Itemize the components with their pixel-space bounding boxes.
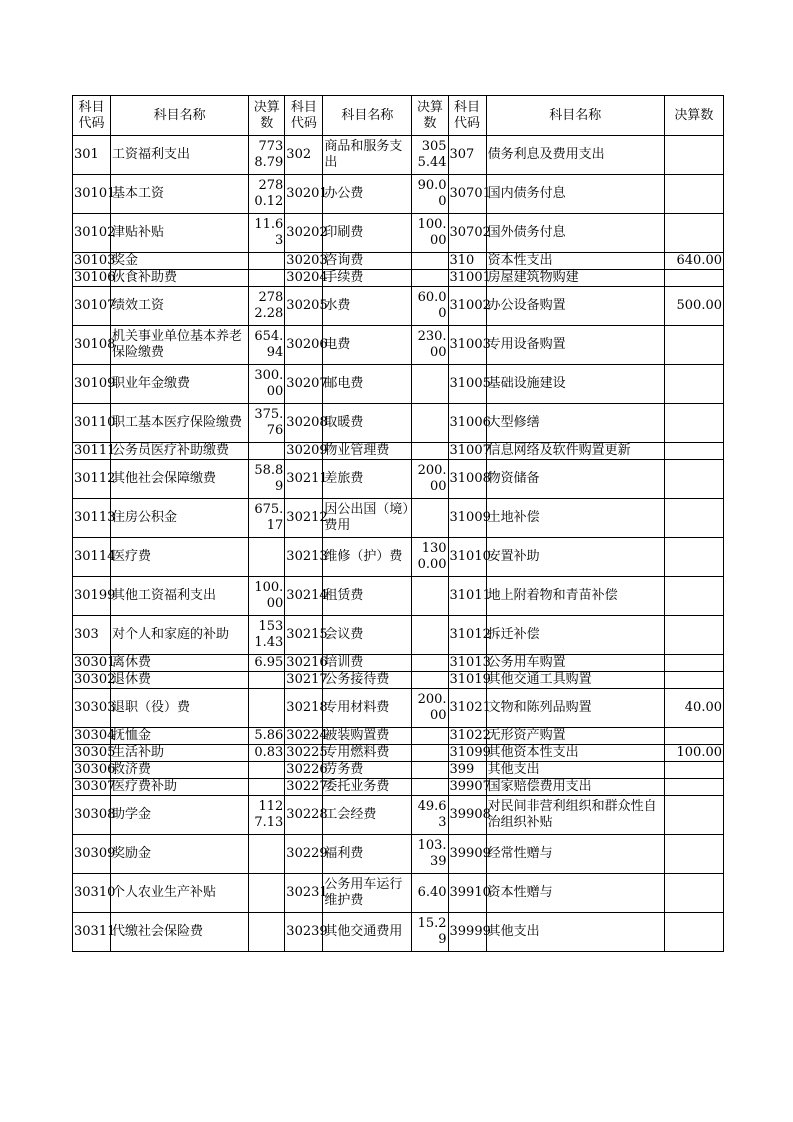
name-cell: 职工基本医疗保险缴费: [111, 404, 249, 443]
code-cell: 30212: [285, 499, 323, 538]
code-cell: 30225: [286, 745, 328, 760]
code-cell: 31005: [448, 365, 486, 404]
name-cell: 离休费: [111, 655, 249, 672]
name-cell: 其他工资福利支出: [111, 577, 249, 616]
name-cell: 电费: [323, 326, 412, 365]
amount-cell: 675.17: [249, 499, 285, 538]
amount-cell: [412, 728, 448, 745]
name-cell: 债务利息及费用支出: [486, 136, 664, 175]
code-cell: 39910: [448, 874, 486, 913]
amount-cell: [664, 404, 723, 443]
amount-cell: [412, 499, 448, 538]
code-cell: 31012: [448, 616, 486, 655]
name-cell: 经常性赠与: [486, 835, 664, 874]
amount-cell: [664, 655, 723, 672]
name-cell: 资本性赠与: [486, 874, 664, 913]
code-cell: 30217: [286, 672, 328, 687]
name-cell: 抚恤金: [111, 728, 249, 745]
name-cell: 房屋建筑物购建: [486, 270, 664, 287]
code-cell: 30303: [73, 689, 111, 728]
code-cell: 30205: [285, 287, 323, 326]
table-row: [73, 779, 724, 796]
amount-cell: [412, 655, 448, 672]
name-cell: 差旅费: [323, 460, 412, 499]
table-row: [73, 443, 724, 460]
code-cell: 31007: [449, 443, 491, 458]
code-cell: 30229: [285, 835, 323, 874]
code-cell: 30204: [286, 270, 328, 285]
code-cell: 30209: [286, 443, 328, 458]
name-cell: 取暖费: [323, 404, 412, 443]
code-cell: 31009: [448, 499, 486, 538]
code-cell: 31008: [448, 460, 486, 499]
amount-cell: 49.63: [412, 796, 448, 835]
table-row: [73, 287, 724, 326]
name-cell: 国外债务付息: [486, 214, 664, 253]
name-cell: 工资福利支出: [111, 136, 249, 175]
amount-cell: [664, 136, 723, 175]
name-cell: 培训费: [323, 655, 412, 672]
code-cell: 30208: [285, 404, 323, 443]
code-cell: 30216: [286, 655, 328, 670]
name-cell: 对民间非营利组织和群众性自治组织补贴: [486, 796, 664, 835]
amount-cell: [664, 616, 723, 655]
amount-cell: [412, 253, 448, 270]
amount-cell: [249, 913, 285, 952]
code-cell: 303: [73, 616, 111, 655]
code-cell: 301: [73, 136, 111, 175]
code-cell: 39909: [448, 835, 486, 874]
amount-cell: [664, 460, 723, 499]
header-amount: 决算数: [249, 96, 285, 136]
name-cell: 租赁费: [323, 577, 412, 616]
name-cell: 对个人和家庭的补助: [111, 616, 249, 655]
code-cell: 30226: [286, 762, 328, 777]
amount-cell: [664, 214, 723, 253]
name-cell: 助学金: [111, 796, 249, 835]
amount-cell: 0.83: [249, 745, 285, 762]
amount-cell: 100.00: [249, 577, 285, 616]
header-name: 科目名称: [486, 96, 664, 136]
code-cell: 39908: [448, 796, 486, 835]
name-cell: 大型修缮: [486, 404, 664, 443]
amount-cell: 100.00: [664, 745, 723, 762]
code-cell: 30202: [285, 214, 323, 253]
amount-cell: 500.00: [664, 287, 723, 326]
amount-cell: [664, 874, 723, 913]
table-row: [73, 214, 724, 253]
amount-cell: 15.29: [412, 913, 448, 952]
code-cell: 30228: [285, 796, 323, 835]
code-cell: 399: [448, 762, 486, 779]
name-cell: 其他资本性支出: [486, 745, 664, 762]
code-cell: 302: [285, 136, 323, 175]
amount-cell: [249, 835, 285, 874]
code-cell: 30112: [73, 460, 111, 499]
code-cell: 30301: [74, 655, 116, 670]
table-row: [73, 136, 724, 175]
code-cell: 30207: [285, 365, 323, 404]
code-cell: 30311: [73, 913, 111, 952]
code-cell: 30307: [74, 779, 116, 794]
name-cell: 因公出国（境）费用: [323, 499, 412, 538]
name-cell: 文物和陈列品购置: [486, 689, 664, 728]
name-cell: 无形资产购置: [486, 728, 664, 745]
table-row: [73, 326, 724, 365]
table-row: [73, 745, 724, 762]
name-cell: 拆迁补偿: [486, 616, 664, 655]
amount-cell: [412, 616, 448, 655]
amount-cell: [664, 796, 723, 835]
code-cell: 30203: [286, 253, 328, 268]
header-code: 科目代码: [285, 96, 323, 136]
table-row: [73, 577, 724, 616]
amount-cell: [412, 577, 448, 616]
code-cell: 30227: [286, 779, 328, 794]
amount-cell: [664, 499, 723, 538]
amount-cell: [249, 689, 285, 728]
name-cell: 基本工资: [111, 175, 249, 214]
amount-cell: [664, 672, 723, 689]
name-cell: 被装购置费: [323, 728, 412, 745]
code-cell: 30108: [73, 326, 111, 365]
code-cell: 30211: [285, 460, 323, 499]
amount-cell: [664, 779, 723, 796]
table-row: [73, 672, 724, 689]
code-cell: 30110: [73, 404, 111, 443]
code-cell: 30224: [286, 728, 328, 743]
code-cell: 30106: [74, 270, 116, 285]
name-cell: 代缴社会保险费: [111, 913, 249, 952]
code-cell: 39907: [449, 779, 491, 794]
code-cell: 30214: [285, 577, 323, 616]
table-row: [73, 874, 724, 913]
code-cell: 31022: [449, 728, 491, 743]
amount-cell: 375.76: [249, 404, 285, 443]
amount-cell: 6.40: [412, 874, 448, 913]
name-cell: 住房公积金: [111, 499, 249, 538]
name-cell: 咨询费: [323, 253, 412, 270]
name-cell: 其他社会保障缴费: [111, 460, 249, 499]
expenditure-table: [72, 95, 724, 952]
amount-cell: 7738.79: [249, 136, 285, 175]
code-cell: 310: [448, 253, 486, 270]
amount-cell: 200.00: [412, 689, 448, 728]
name-cell: 商品和服务支出: [323, 136, 412, 175]
code-cell: 307: [448, 136, 486, 175]
name-cell: 手续费: [323, 270, 412, 287]
amount-cell: [664, 728, 723, 745]
table-row: [73, 175, 724, 214]
amount-cell: [664, 365, 723, 404]
name-cell: 个人农业生产补贴: [111, 874, 249, 913]
amount-cell: 1300.00: [412, 538, 448, 577]
amount-cell: 654.94: [249, 326, 285, 365]
name-cell: 劳务费: [323, 762, 412, 779]
amount-cell: 40.00: [664, 689, 723, 728]
name-cell: 维修（护）费: [323, 538, 412, 577]
code-cell: 30213: [285, 538, 323, 577]
amount-cell: 103.39: [412, 835, 448, 874]
name-cell: 医疗费: [111, 538, 249, 577]
name-cell: 津贴补贴: [111, 214, 249, 253]
amount-cell: [664, 913, 723, 952]
amount-cell: 60.00: [412, 287, 448, 326]
name-cell: 土地补偿: [486, 499, 664, 538]
amount-cell: [412, 672, 448, 689]
amount-cell: [664, 326, 723, 365]
name-cell: 机关事业单位基本养老保险缴费: [111, 326, 249, 365]
code-cell: 31099: [449, 745, 491, 760]
code-cell: 30308: [73, 796, 111, 835]
amount-cell: [412, 365, 448, 404]
amount-cell: [664, 762, 723, 779]
name-cell: 公务用车购置: [486, 655, 664, 672]
name-cell: 公务用车运行维护费: [323, 874, 412, 913]
name-cell: 国家赔偿费用支出: [486, 779, 664, 796]
amount-cell: [412, 745, 448, 762]
table-row: [73, 689, 724, 728]
amount-cell: [249, 253, 285, 270]
code-cell: 31003: [448, 326, 486, 365]
amount-cell: 2782.28: [249, 287, 285, 326]
name-cell: 绩效工资: [111, 287, 249, 326]
table-row: [73, 655, 724, 672]
amount-cell: [412, 270, 448, 287]
name-cell: 信息网络及软件购置更新: [486, 443, 664, 460]
code-cell: 30107: [73, 287, 111, 326]
amount-cell: 90.00: [412, 175, 448, 214]
amount-cell: 640.00: [664, 253, 723, 270]
code-cell: 31006: [448, 404, 486, 443]
table-row: [73, 728, 724, 745]
code-cell: 30306: [74, 762, 116, 777]
name-cell: 公务员医疗补助缴费: [111, 443, 249, 460]
amount-cell: 6.95: [249, 655, 285, 672]
code-cell: 30218: [285, 689, 323, 728]
amount-cell: 11.63: [249, 214, 285, 253]
name-cell: 物资储备: [486, 460, 664, 499]
name-cell: 专用设备购置: [486, 326, 664, 365]
amount-cell: 1127.13: [249, 796, 285, 835]
header-name: 科目名称: [111, 96, 249, 136]
name-cell: 生活补助: [111, 745, 249, 762]
header-amount: 决算数: [664, 96, 723, 136]
amount-cell: [664, 175, 723, 214]
code-cell: 31021: [448, 689, 486, 728]
code-cell: 30114: [73, 538, 111, 577]
table-row: [73, 835, 724, 874]
name-cell: 专用燃料费: [323, 745, 412, 762]
name-cell: 资本性支出: [486, 253, 664, 270]
amount-cell: [249, 270, 285, 287]
name-cell: 退休费: [111, 672, 249, 689]
amount-cell: [664, 538, 723, 577]
amount-cell: [249, 762, 285, 779]
code-cell: 31013: [449, 655, 491, 670]
table-row: [73, 762, 724, 779]
amount-cell: [664, 270, 723, 287]
table-row: [73, 796, 724, 835]
amount-cell: [249, 874, 285, 913]
table-header-row: [73, 96, 724, 136]
amount-cell: 58.89: [249, 460, 285, 499]
code-cell: 30231: [285, 874, 323, 913]
amount-cell: [664, 835, 723, 874]
name-cell: 其他支出: [486, 762, 664, 779]
code-cell: 30206: [285, 326, 323, 365]
code-cell: 31019: [449, 672, 491, 687]
name-cell: 安置补助: [486, 538, 664, 577]
table-row: [73, 253, 724, 270]
name-cell: 国内债务付息: [486, 175, 664, 214]
code-cell: 30302: [74, 672, 116, 687]
code-cell: 30101: [73, 175, 111, 214]
table-row: [73, 913, 724, 952]
code-cell: 30239: [285, 913, 323, 952]
name-cell: 工会经费: [323, 796, 412, 835]
name-cell: 地上附着物和青苗补偿: [486, 577, 664, 616]
name-cell: 福利费: [323, 835, 412, 874]
name-cell: 印刷费: [323, 214, 412, 253]
amount-cell: 5.86: [249, 728, 285, 745]
code-cell: 31002: [448, 287, 486, 326]
name-cell: 职业年金缴费: [111, 365, 249, 404]
amount-cell: [664, 577, 723, 616]
code-cell: 30113: [73, 499, 111, 538]
code-cell: 30111: [74, 443, 116, 458]
table-row: [73, 270, 724, 287]
name-cell: 专用材料费: [323, 689, 412, 728]
amount-cell: [249, 672, 285, 689]
table-row: [73, 616, 724, 655]
name-cell: 邮电费: [323, 365, 412, 404]
code-cell: 30109: [73, 365, 111, 404]
name-cell: 基础设施建设: [486, 365, 664, 404]
amount-cell: 1531.43: [249, 616, 285, 655]
amount-cell: [412, 779, 448, 796]
name-cell: 其他支出: [486, 913, 664, 952]
name-cell: 奖金: [111, 253, 249, 270]
code-cell: 30201: [285, 175, 323, 214]
name-cell: 委托业务费: [323, 779, 412, 796]
header-amount: 决算数: [412, 96, 448, 136]
amount-cell: [412, 443, 448, 460]
code-cell: 30199: [73, 577, 111, 616]
code-cell: 31001: [449, 270, 491, 285]
name-cell: 其他交通费用: [323, 913, 412, 952]
table-row: [73, 538, 724, 577]
code-cell: 30305: [74, 745, 116, 760]
amount-cell: 200.00: [412, 460, 448, 499]
code-cell: 30702: [448, 214, 486, 253]
table-row: [73, 365, 724, 404]
header-code: 科目代码: [73, 96, 111, 136]
amount-cell: [249, 443, 285, 460]
name-cell: 医疗费补助: [111, 779, 249, 796]
amount-cell: [249, 538, 285, 577]
name-cell: 伙食补助费: [111, 270, 249, 287]
amount-cell: 230.00: [412, 326, 448, 365]
code-cell: 31010: [448, 538, 486, 577]
amount-cell: 300.00: [249, 365, 285, 404]
code-cell: 30701: [448, 175, 486, 214]
name-cell: 会议费: [323, 616, 412, 655]
code-cell: 30102: [73, 214, 111, 253]
amount-cell: [412, 762, 448, 779]
amount-cell: [412, 404, 448, 443]
table-row: [73, 460, 724, 499]
amount-cell: 100.00: [412, 214, 448, 253]
table-row: [73, 499, 724, 538]
code-cell: 39999: [448, 913, 486, 952]
name-cell: 办公设备购置: [486, 287, 664, 326]
code-cell: 30309: [73, 835, 111, 874]
table-body: [73, 136, 724, 952]
code-cell: 30304: [74, 728, 116, 743]
amount-cell: [664, 443, 723, 460]
amount-cell: 2780.12: [249, 175, 285, 214]
name-cell: 办公费: [323, 175, 412, 214]
header-code: 科目代码: [448, 96, 486, 136]
amount-cell: [249, 779, 285, 796]
name-cell: 水费: [323, 287, 412, 326]
amount-cell: 3055.44: [412, 136, 448, 175]
name-cell: 退职（役）费: [111, 689, 249, 728]
code-cell: 30103: [74, 253, 116, 268]
name-cell: 奖励金: [111, 835, 249, 874]
name-cell: 救济费: [111, 762, 249, 779]
name-cell: 物业管理费: [323, 443, 412, 460]
table-row: [73, 404, 724, 443]
name-cell: 公务接待费: [323, 672, 412, 689]
header-name: 科目名称: [323, 96, 412, 136]
code-cell: 30215: [285, 616, 323, 655]
code-cell: 30310: [73, 874, 111, 913]
code-cell: 31011: [448, 577, 486, 616]
name-cell: 其他交通工具购置: [486, 672, 664, 689]
